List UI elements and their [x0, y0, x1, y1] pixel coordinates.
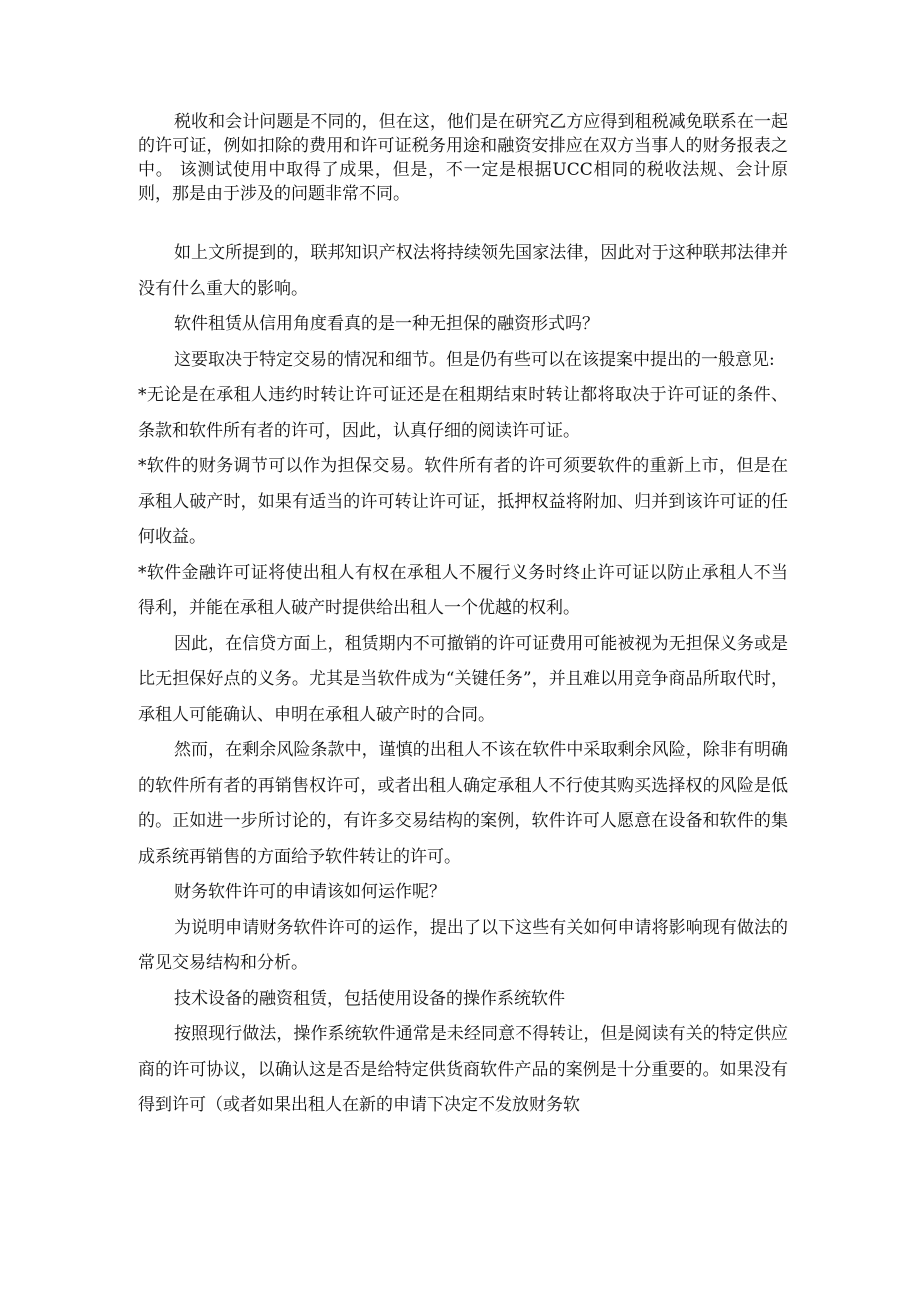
bullet-item-lessor-rights: *软件金融许可证将使出租人有权在承租人不履行义务时终止许可证以防止承租人不当得利，并能在承租人破产时提供给出租人一个优越的权利。 — [138, 562, 788, 618]
document-body — [138, 236, 788, 1124]
paragraph-current-practice: 按照现行做法，操作系统软件通常是未经同意不得转让，但是阅读有关的特定供应商的许可协议，以确认这是否是给特定供货商软件产品的案例是十分重要的。如果没有得到许可（或者如果出租人在新的申请下决定不发放财务软 — [138, 1024, 788, 1115]
question-heading-application: 财务软件许可的申请该如何运作呢？ — [174, 882, 446, 902]
paragraph-general-opinion: 这要取决于特定交易的情况和细节。但是仍有些可以在该提案中提出的一般意见: — [174, 349, 775, 370]
section-heading-finance-lease: 技术设备的融资租赁，包括使用设备的操作系统软件 — [174, 988, 565, 1009]
paragraph-residual-risk: 然而，在剩余风险条款中，谨慎的出租人不该在软件中采取剩余风险，除非有明确的软件所有者的再销售权许可，或者出租人确定承租人不行使其购买选择权的风险是低的。正如进一步所讨论的，有许多交易结构的案例，软件许可人愿意在设备和软件的集成系统再销售的方面给予软件转让的许可。 — [138, 740, 788, 867]
paragraph-tax-accounting: 税收和会计问题是不同的，但在这，他们是在研究乙方应得到租税减免联系在一起的许可证，例如扣除的费用和许可证税务用途和融资安排应在双方当事人的财务报表之中。 该测试使用中取得了成果，但是，不一定是根据UCC相同的税收法规、会计原则，那是由于涉及的问题非常不同。 — [138, 112, 788, 204]
bullet-item-secured-transaction: *软件的财务调节可以作为担保交易。软件所有者的许可须要软件的重新上市，但是在承租人破产时，如果有适当的许可转让许可证，抵押权益将附加、归并到该许可证的任何收益。 — [138, 456, 788, 547]
paragraph-federal-law: 如上文所提到的，联邦知识产权法将持续领先国家法律，因此对于这种联邦法律并没有什么重大的影响。 — [138, 243, 788, 299]
bullet-item-license-transfer: *无论是在承租人违约时转让许可证还是在租期结束时转让都将取决于许可证的条件、条款和软件所有者的许可，因此，认真仔细的阅读许可证。 — [138, 385, 788, 441]
question-heading-credit: 软件租赁从信用角度看真的是一种无担保的融资形式吗？ — [174, 314, 599, 334]
paragraph-transaction-structures: 为说明申请财务软件许可的运作，提出了以下这些有关如何申请将影响现有做法的常见交易结构和分析。 — [138, 917, 788, 973]
paragraph-credit-conclusion: 因此，在信贷方面上，租赁期内不可撤销的许可证费用可能被视为无担保义务或是比无担保好点的义务。尤其是当软件成为“关键任务”，并且难以用竞争商品所取代时，承租人可能确认、申明在承租人破产时的合同。 — [138, 633, 788, 725]
